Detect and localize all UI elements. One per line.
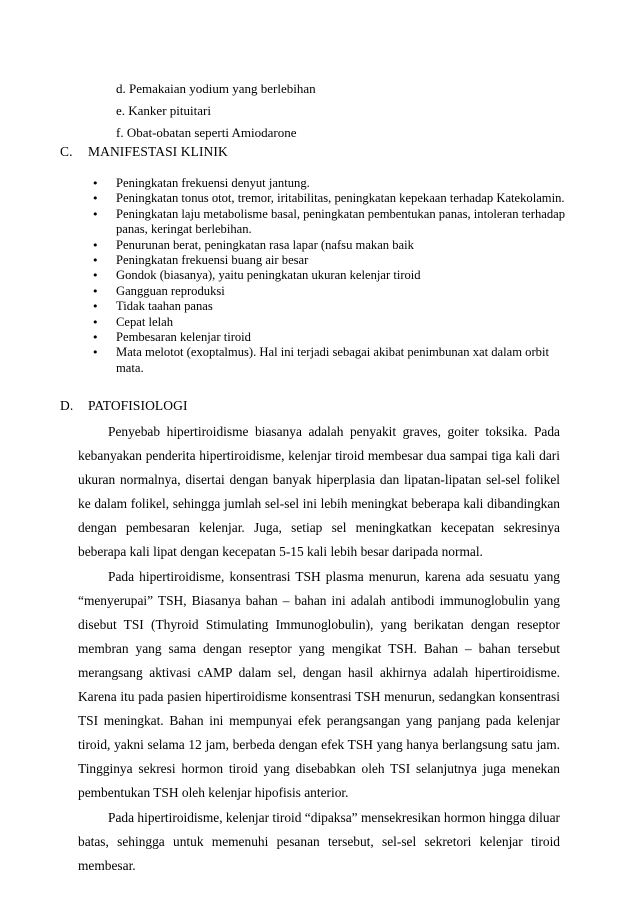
bullet-icon: • xyxy=(92,284,99,298)
patofisiologi-body xyxy=(78,420,560,878)
bullet-icon: • xyxy=(92,238,99,252)
bullet-icon: • xyxy=(92,254,99,268)
bullet-icon: • xyxy=(92,269,99,283)
bullet-icon: • xyxy=(92,300,99,314)
list-item: • Peningkatan frekuensi denyut jantung. xyxy=(92,176,310,190)
manifestation-list xyxy=(88,176,568,376)
list-item: • Peningkatan frekuensi buang air besar xyxy=(92,253,309,268)
section-d-letter: D. xyxy=(60,398,74,413)
section-d-title: PATOFISIOLOGI xyxy=(88,398,188,413)
bullet-icon: • xyxy=(92,331,99,345)
list-item: • Peningkatan laju metabolisme basal, peningkatan pembentukan panas, intoleran terhadap panas, keringat berlebihan. xyxy=(92,206,566,237)
list-item: • Gangguan reproduksi xyxy=(92,283,225,298)
list-item: • Pembesaran kelenjar tiroid xyxy=(92,330,251,345)
bullet-icon: • xyxy=(92,315,99,329)
list-item: • Mata melotot (exoptalmus). Hal ini terjadi sebagai akibat penimbunan xat dalam orbit mata. xyxy=(92,345,549,375)
section-c-letter: C. xyxy=(60,144,73,159)
bullet-icon: • xyxy=(92,177,99,190)
bullet-icon: • xyxy=(92,192,99,206)
bullet-icon: • xyxy=(92,346,99,360)
list-item: • Cepat lelah xyxy=(92,314,173,329)
section-d-heading xyxy=(60,398,188,414)
paragraph: Pada hipertiroidisme, konsentrasi TSH plasma menurun, karena ada sesuatu yang “menyerupai” TSH, Biasanya bahan – bahan ini adalah antibodi immunoglobulin yang disebut TSI (Thyroid Stimulating Immunoglobulin), yang berikatan dengan reseptor membran yang sama dengan reseptor yang mengikat TSH. Bahan – bahan tersebut merangsang aktivasi cAMP dalam sel, dengan hasil akhirnya adalah hipertiroidisme. Karena itu pada pasien hipertiroidisme konsentrasi TSH menurun, sedangkan konsentrasi TSI meningkat. Bahan ini mempunyai efek perangsangan yang panjang pada kelenjar tiroid, yakni selama 12 jam, berbeda dengan efek TSH yang hanya berlangsung satu jam. Tingginya sekresi hormon tiroid yang disebabkan oleh TSI selanjutnya juga menekan pembentukan TSH oleh kelenjar hipofisis anterior. xyxy=(78,568,560,801)
list-item: • Gondok (biasanya), yaitu peningkatan ukuran kelenjar tiroid xyxy=(92,268,421,283)
list-item: f. Obat-obatan seperti Amiodarone xyxy=(116,125,297,140)
paragraph: Penyebab hipertiroidisme biasanya adalah penyakit graves, goiter toksika. Pada kebanyakan penderita hipertiroidisme, kelenjar tiroid membesar dua sampai tiga kali dari ukuran normalnya, disertai dengan banyak hiperplasia dan lipatan-lipatan sel-sel folikel ke dalam folikel, sehingga jumlah sel-sel ini lebih meningkat beberapa kali dibandingkan dengan pembesaran kelenjar. Juga, setiap sel meningkatkan kecepatan sekresinya beberapa kali lipat dengan kecepatan 5-15 kali lebih besar daripada normal. xyxy=(78,424,560,560)
section-c-heading xyxy=(60,144,228,160)
section-c-title: MANIFESTASI KLINIK xyxy=(88,144,228,159)
list-item: e. Kanker pituitari xyxy=(116,103,211,118)
cause-list-continued xyxy=(116,78,576,144)
paragraph: Pada hipertiroidisme, kelenjar tiroid “dipaksa” mensekresikan hormon hingga diluar batas, sehingga untuk memenuhi pesanan tersebut, sel-sel sekretori kelenjar tiroid membesar. xyxy=(78,809,560,873)
list-item: • Tidak taahan panas xyxy=(92,299,213,314)
list-item: d. Pemakaian yodium yang berlebihan xyxy=(116,81,316,96)
bullet-icon: • xyxy=(92,207,99,221)
list-item: • Peningkatan tonus otot, tremor, iritabilitas, peningkatan kepekaan terhadap Katekolamin. xyxy=(92,191,565,206)
list-item: • Penurunan berat, peningkatan rasa lapar (nafsu makan baik xyxy=(92,237,414,252)
